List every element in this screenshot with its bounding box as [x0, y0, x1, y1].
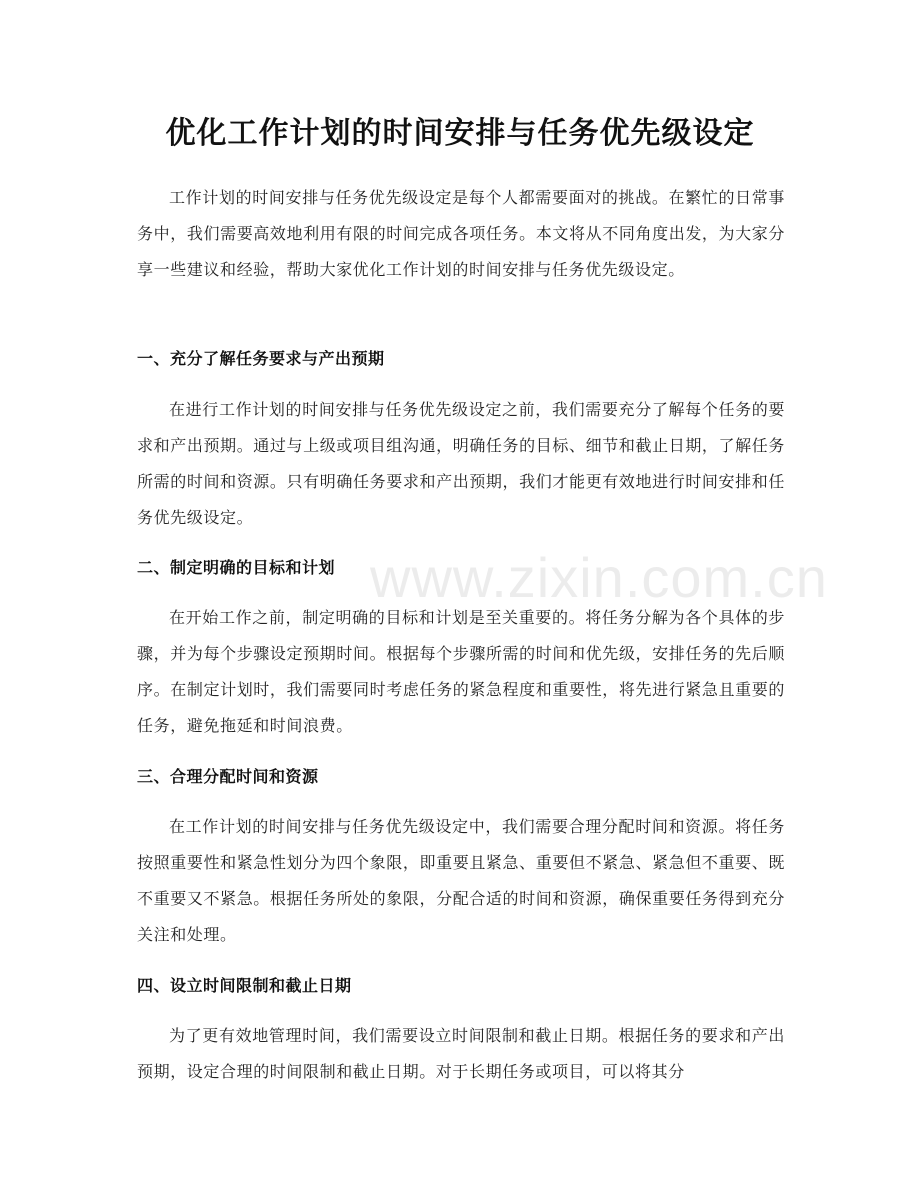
section-2-heading: 二、制定明确的目标和计划 — [137, 558, 336, 577]
section-4-body: 为了更有效地管理时间，我们需要设立时间限制和截止日期。根据任务的要求和产出预期，设定合理的时间限制和截止日期。对于长期任务或项目，可以将其分 — [137, 1026, 785, 1081]
intro-paragraph: 工作计划的时间安排与任务优先级设定是每个人都需要面对的挑战。在繁忙的日常事务中，我们需要高效地利用有限的时间完成各项任务。本文将从不同角度出发，为大家分享一些建议和经验，帮助大家优化工作计划的时间安排与任务优先级设定。 — [137, 188, 785, 279]
section-1-heading: 一、充分了解任务要求与产出预期 — [137, 349, 385, 368]
section-3-body: 在工作计划的时间安排与任务优先级设定中，我们需要合理分配时间和资源。将任务按照重要性和紧急性划分为四个象限，即重要且紧急、重要但不紧急、紧急但不重要、既不重要又不紧急。根据任务所处的象限，分配合适的时间和资源，确保重要任务得到充分关注和处理。 — [137, 817, 785, 944]
document-title: 优化工作计划的时间安排与任务优先级设定 — [165, 116, 755, 151]
section-4-heading: 四、设立时间限制和截止日期 — [137, 976, 352, 995]
site-watermark: www.zixin.com.cn — [370, 546, 828, 609]
section-3-heading: 三、合理分配时间和资源 — [137, 767, 319, 786]
section-1-body: 在进行工作计划的时间安排与任务优先级设定之前，我们需要充分了解每个任务的要求和产出预期。通过与上级或项目组沟通，明确任务的目标、细节和截止日期，了解任务所需的时间和资源。只有明确任务要求和产出预期，我们才能更有效地进行时间安排和任务优先级设定。 — [137, 400, 785, 527]
section-2-body: 在开始工作之前，制定明确的目标和计划是至关重要的。将任务分解为各个具体的步骤，并为每个步骤设定预期时间。根据每个步骤所需的时间和优先级，安排任务的先后顺序。在制定计划时，我们需要同时考虑任务的紧急程度和重要性，将先进行紧急且重要的任务，避免拖延和时间浪费。 — [137, 608, 785, 735]
